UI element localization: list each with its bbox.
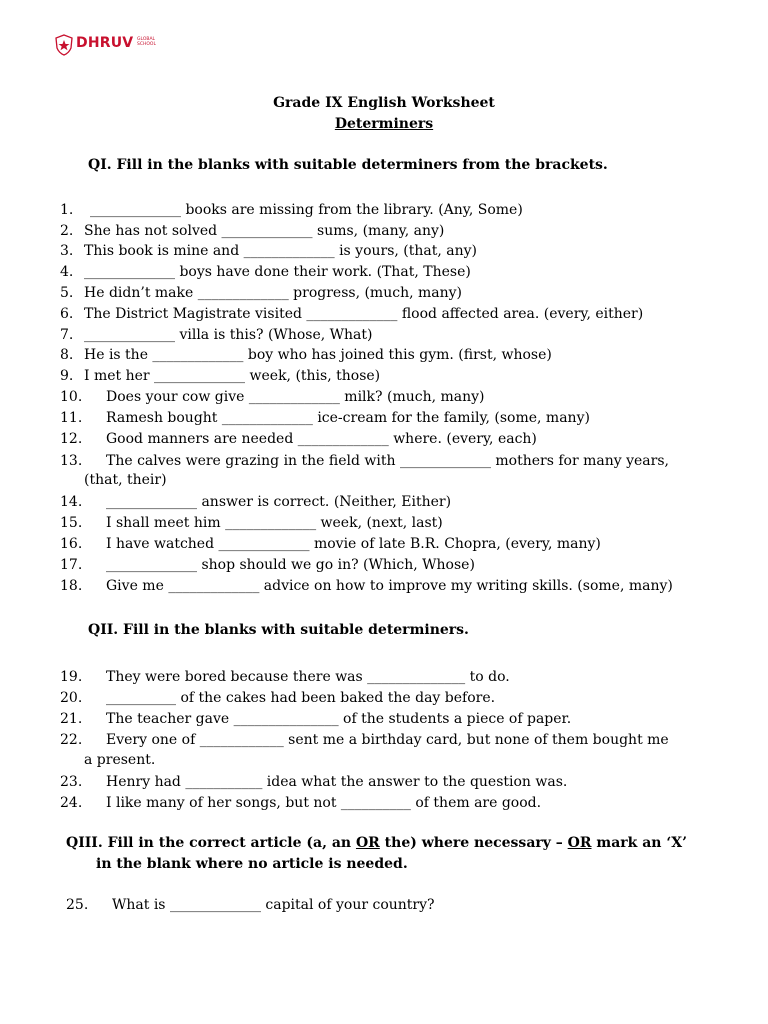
logo-subtitle: GLOBAL SCHOOL <box>137 37 156 47</box>
question-item <box>60 514 443 532</box>
question-item <box>60 493 451 511</box>
section-3-heading-part: QIII. Fill in the correct article (a, an <box>66 835 356 851</box>
section-3-or: OR <box>567 835 592 851</box>
school-logo <box>54 34 164 56</box>
question-item <box>60 731 669 749</box>
question-text: I like many of her songs, but not __________ of them are good. <box>106 795 542 811</box>
question-number: 13. <box>60 453 83 469</box>
worksheet-title: Grade IX English Worksheet <box>273 95 495 111</box>
question-text: They were bored because there was ______________ to do. <box>106 669 510 685</box>
question-number: 24. <box>60 795 83 811</box>
question-number: 11. <box>60 410 83 426</box>
question-item <box>60 689 495 707</box>
question-item <box>60 535 601 553</box>
question-item <box>60 305 643 323</box>
question-item <box>60 388 485 406</box>
question-text: The District Magistrate visited _____________ flood affected area. (every, either) <box>84 306 644 322</box>
question-item <box>60 452 669 470</box>
question-text: She has not solved _____________ sums, (many, any) <box>84 223 445 239</box>
question-continuation: a present. <box>84 752 156 768</box>
star-shield-icon <box>54 34 74 56</box>
question-text: Ramesh bought _____________ ice-cream for the family, (some, many) <box>106 410 590 426</box>
question-item <box>60 556 475 574</box>
question-number: 7. <box>60 327 74 343</box>
question-number: 17. <box>60 557 83 573</box>
question-item <box>60 794 541 812</box>
question-text: _____________ answer is correct. (Neither, Either) <box>106 494 452 510</box>
question-item <box>60 773 567 791</box>
question-item <box>66 896 435 914</box>
question-text: Good manners are needed _____________ where. (every, each) <box>106 431 537 447</box>
question-text: _____________ boys have done their work. (That, These) <box>84 264 471 280</box>
question-number: 9. <box>60 368 74 384</box>
question-text: _____________ shop should we go in? (Which, Whose) <box>106 557 475 573</box>
question-text: Every one of ____________ sent me a birthday card, but none of them bought me <box>106 732 669 748</box>
question-item <box>60 326 372 344</box>
question-item <box>60 710 571 728</box>
section-2-heading: QII. Fill in the blanks with suitable determiners. <box>88 622 469 638</box>
question-number: 23. <box>60 774 83 790</box>
section-3-or: OR <box>355 835 380 851</box>
logo-name: DHRUV <box>76 35 134 51</box>
question-text: I shall meet him _____________ week, (next, last) <box>106 515 443 531</box>
question-item <box>60 222 444 240</box>
question-number: 15. <box>60 515 83 531</box>
question-text: Does your cow give _____________ milk? (much, many) <box>106 389 485 405</box>
worksheet-subtitle: Determiners <box>334 116 434 132</box>
question-number: 14. <box>60 494 83 510</box>
question-continuation: (that, their) <box>84 472 167 488</box>
question-text: The teacher gave _______________ of the students a piece of paper. <box>106 711 572 727</box>
question-number: 22. <box>60 732 83 748</box>
question-item <box>60 263 471 281</box>
question-number: 20. <box>60 690 83 706</box>
section-3-heading-part: the) where necessary – <box>379 835 568 851</box>
question-item <box>60 577 673 595</box>
section-1-heading: QI. Fill in the blanks with suitable determiners from the brackets. <box>88 157 608 173</box>
question-text: He didn’t make _____________ progress, (much, many) <box>84 285 462 301</box>
question-number: 5. <box>60 285 74 301</box>
question-number: 19. <box>60 669 83 685</box>
question-item <box>60 346 552 364</box>
question-item <box>60 242 477 260</box>
question-number: 3. <box>60 243 74 259</box>
section-3-heading <box>66 835 687 851</box>
question-text: _____________ books are missing from the library. (Any, Some) <box>90 202 523 218</box>
question-number: 18. <box>60 578 83 594</box>
question-text: He is the _____________ boy who has joined this gym. (first, whose) <box>84 347 552 363</box>
question-number: 25. <box>66 897 89 913</box>
question-number: 10. <box>60 389 83 405</box>
question-number: 2. <box>60 223 74 239</box>
question-number: 16. <box>60 536 83 552</box>
question-number: 12. <box>60 431 83 447</box>
question-text: I met her _____________ week, (this, those) <box>84 368 381 384</box>
question-item <box>60 668 510 686</box>
section-3-heading-part: mark an ‘X’ <box>591 835 687 851</box>
question-text: _____________ villa is this? (Whose, What) <box>84 327 373 343</box>
question-number: 21. <box>60 711 83 727</box>
question-text: Give me _____________ advice on how to improve my writing skills. (some, many) <box>106 578 673 594</box>
question-item <box>60 430 537 448</box>
question-text: This book is mine and _____________ is yours, (that, any) <box>84 243 478 259</box>
question-number: 1. <box>60 202 74 218</box>
question-item <box>60 284 462 302</box>
question-number: 6. <box>60 306 74 322</box>
question-text: Henry had ___________ idea what the answer to the question was. <box>106 774 568 790</box>
question-number: 4. <box>60 264 74 280</box>
question-text: __________ of the cakes had been baked the day before. <box>106 690 496 706</box>
question-text: I have watched _____________ movie of late B.R. Chopra, (every, many) <box>106 536 601 552</box>
question-item <box>60 409 590 427</box>
question-text: What is _____________ capital of your country? <box>112 897 435 913</box>
question-item <box>60 367 380 385</box>
question-item <box>60 201 523 219</box>
question-text: The calves were grazing in the field with _____________ mothers for many years, <box>106 453 669 469</box>
question-number: 8. <box>60 347 74 363</box>
section-3-heading-line2: in the blank where no article is needed. <box>96 856 408 872</box>
